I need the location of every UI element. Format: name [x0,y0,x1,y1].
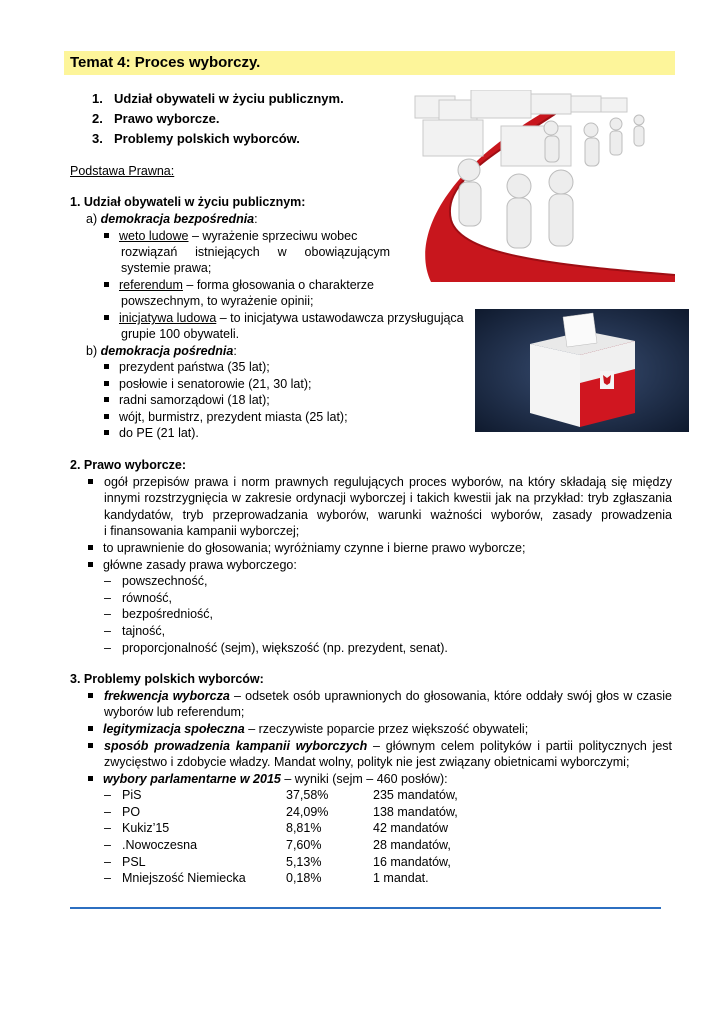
result-row: – Mniejszość Niemiecka 0,18% 1 mandat. [104,871,429,885]
legal-basis-label: Podstawa Prawna: [70,164,175,178]
list-item: to uprawnienie do głosowania; wyróżniamy czynne i bierne prawo wyborcze; [88,540,525,557]
result-row: – .Nowoczesna 7,60% 28 mandatów, [104,838,451,852]
subsection-b: b) demokracja pośrednia: [86,344,237,358]
list-item-continuation: kandydatów, tryb przeprowadzania wyborów, warunki ważności wyborów, zasady prowadzenia [104,508,672,522]
list-item: posłowie i senatorowie (21, 30 lat); [104,376,311,393]
footer-rule [70,907,661,909]
subsection-a: a) demokracja bezpośrednia: [86,212,258,226]
list-item: wójt, burmistrz, prezydent miasta (25 lat); [104,409,348,426]
list-item: do PE (21 lat). [104,425,199,442]
list-item-continuation: grupie 100 obywateli. [121,327,240,341]
list-item: weto ludowe – wyrażenie sprzeciwu wobec [104,228,357,245]
section-3-heading: 3. Problemy polskich wyborców: [70,672,264,686]
list-item-marker [88,474,103,491]
ballot-box-illustration [475,309,689,432]
list-item-continuation: powszechnym, to wyrażenie opinii; [121,294,314,308]
result-row: – PSL 5,13% 16 mandatów, [104,855,451,869]
list-item: główne zasady prawa wyborczego: [88,557,297,574]
page-title: Temat 4: Proces wyborczy. [70,54,261,71]
list-item-continuation: systemie prawa; [121,261,212,275]
list-item: wybory parlamentarne w 2015 – wyniki (sejm – 460 posłów): [88,771,448,788]
list-item: inicjatywa ludowa – to inicjatywa ustawodawcza przysługująca [104,310,464,327]
list-item: legitymizacja społeczna – rzeczywiste poparcie przez większość obywateli; [88,721,528,738]
list-item-continuation: rozwiązań istniejących w obowiązującym [121,245,390,259]
list-item: sposób prowadzenia kampanii wyborczych – głównym celem polityków i partii politycznych jest [104,739,673,753]
list-item-marker [88,688,103,705]
toc-item: 1. Udział obywateli w życiu publicznym. [92,91,344,106]
principle-item: – równość, [104,591,173,605]
principle-item: – proporcjonalność (sejm), większość (np. prezydent, senat). [104,641,448,655]
list-item-marker [88,738,103,755]
table-of-contents [92,89,344,149]
list-item: frekwencja wyborcza – odsetek osób uprawnionych do głosowania, które oddały swój głos w czasie [104,689,672,703]
principle-item: – tajność, [104,624,166,638]
result-row: – PO 24,09% 138 mandatów, [104,805,458,819]
list-item-continuation: zwycięstwo i zdobycie władzy. Mandat wolny, polityk nie jest związany obietnicami wyborczymi; [104,755,630,769]
section-1-heading: 1. Udział obywateli w życiu publicznym: [70,195,306,209]
principle-item: – powszechność, [104,574,208,588]
toc-item: 2. Prawo wyborcze. [92,111,220,126]
list-item: prezydent państwa (35 lat); [104,359,270,376]
result-row: – Kukiz’15 8,81% 42 mandatów [104,821,449,835]
list-item: radni samorządowi (18 lat); [104,392,270,409]
list-item: ogół przepisów prawa i norm prawnych regulujących proces wyborów, na który składają się między [104,475,672,489]
protest-crowd-illustration [411,90,675,282]
principle-item: – bezpośredniość, [104,607,214,621]
list-item-continuation: i finansowania kampanii wyborczej; [104,524,300,538]
toc-item: 3. Problemy polskich wyborców. [92,131,300,146]
list-item: referendum – forma głosowania o charakterze [104,277,374,294]
result-row: – PiS 37,58% 235 mandatów, [104,788,458,802]
section-2-heading: 2. Prawo wyborcze: [70,458,187,472]
list-item-continuation: innymi rozstrzygnięcia w zakresie ordynacji wyborczej i takich kwestii jak na przykład: tryb zgłaszania [104,491,672,505]
list-item-continuation: wyborów lub referendum; [104,705,245,719]
